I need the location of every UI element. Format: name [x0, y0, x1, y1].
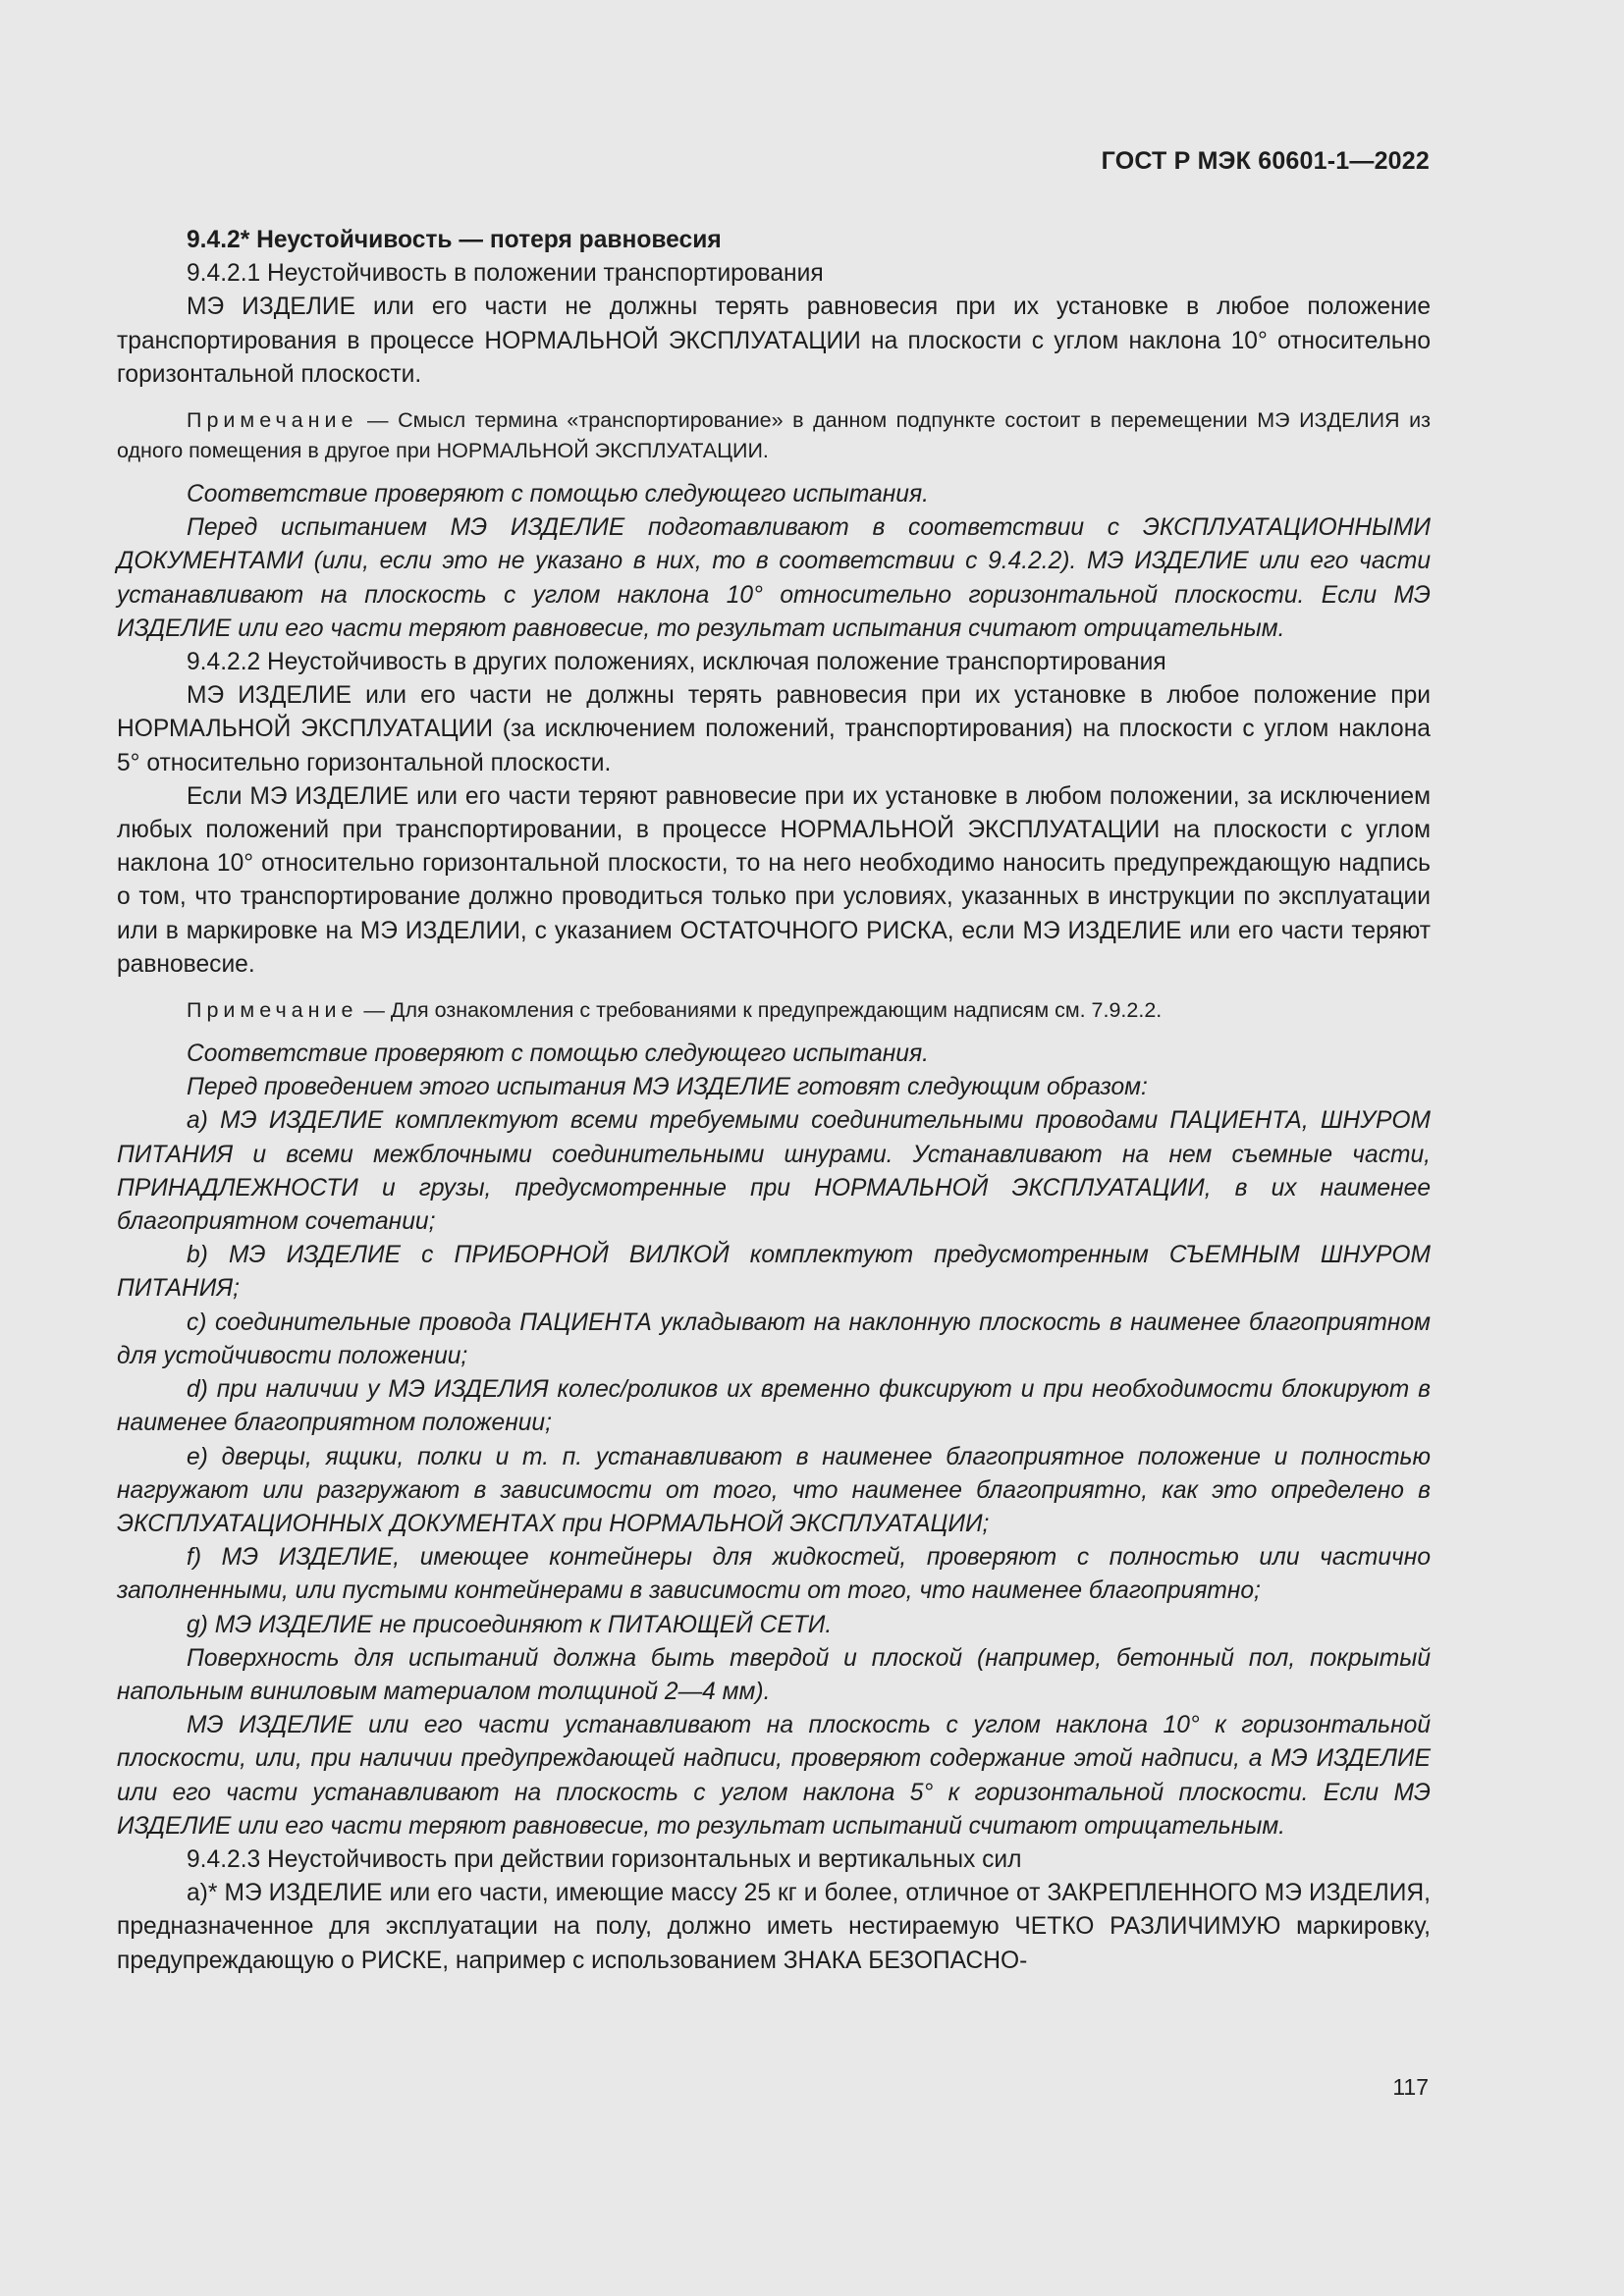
paragraph: а)* МЭ ИЗДЕЛИЕ или его части, имеющие массу 25 кг и более, отличное от ЗАКРЕПЛЕННОГО МЭ ИЗДЕЛИЯ, предназначенное для эксплуатации на полу, должно иметь нестираемую ЧЕТКО РАЗЛИЧИМУЮ маркировку, предупреждающую о РИСКЕ, например с использованием ЗНАКА БЕЗОПАСНО-: [117, 1880, 1431, 1974]
note-text: — Для ознакомления с требованиями к предупреждающим надписям см. 7.9.2.2.: [357, 998, 1163, 1023]
note-label: Примечание: [187, 408, 358, 433]
note-label: Примечание: [187, 998, 358, 1023]
paragraph: Если МЭ ИЗДЕЛИЕ или его части теряют равновесие при их установке в любом положении, за исключением любых положений при транспортировании, в процессе НОРМАЛЬНОЙ ЭКСПЛУАТАЦИИ на плоскости с углом наклона 10° относительно горизонтальной плоскости, то на него необходимо наносить предупреждающую надпись о том, что транспортирование должно проводиться только при условиях, указанных в инструкции по эксплуатации или в маркировке на МЭ ИЗДЕЛИИ, с указанием ОСТАТОЧНОГО РИСКА, если МЭ ИЗДЕЛИЕ или его части теряют равновесие.: [117, 782, 1431, 978]
note: [117, 995, 1431, 1026]
list-item: d) при наличии у МЭ ИЗДЕЛИЯ колес/роликов их временно фиксируют и при необходимости блокируют в наименее благоприятном положении;: [117, 1376, 1431, 1437]
test-paragraph: Перед испытанием МЭ ИЗДЕЛИЕ подготавливают в соответствии с ЭКСПЛУАТАЦИОННЫМИ ДОКУМЕНТАМИ (или, если это не указано в них, то в соответствии с 9.4.2.2). МЭ ИЗДЕЛИЕ или его части устанавливают на плоскость с углом наклона 10° относительно горизонтальной плоскости. Если МЭ ИЗДЕЛИЕ или его части теряют равновесие, то результат испытания считают отрицательным.: [117, 514, 1431, 642]
paragraph: МЭ ИЗДЕЛИЕ или его части не должны терять равновесия при их установке в любое положение транспортирования в процессе НОРМАЛЬНОЙ ЭКСПЛУАТАЦИИ на плоскости с углом наклона 10° относительно горизонтальной плоскости.: [117, 294, 1431, 388]
subsection-title: 9.4.2.3 Неустойчивость при действии горизонтальных и вертикальных сил: [187, 1845, 1022, 1873]
subsection-title: 9.4.2.1 Неустойчивость в положении транспортирования: [187, 260, 824, 288]
paragraph: МЭ ИЗДЕЛИЕ или его части не должны терять равновесия при их установке в любое положение при НОРМАЛЬНОЙ ЭКСПЛУАТАЦИИ (за исключением положений, транспортирования) на плоскости с углом наклона 5° относительно горизонтальной плоскости.: [117, 682, 1431, 776]
list-item: f) МЭ ИЗДЕЛИЕ, имеющее контейнеры для жидкостей, проверяют с полностью или частично заполненными, или пустыми контейнерами в зависимости от того, что наименее благоприятно;: [117, 1544, 1431, 1605]
test-intro: Соответствие проверяют с помощью следующего испытания.: [187, 481, 929, 508]
test-preparation: Перед проведением этого испытания МЭ ИЗДЕЛИЕ готовят следующим образом:: [187, 1074, 1148, 1101]
document-code-header: ГОСТ Р МЭК 60601-1—2022: [1101, 147, 1430, 175]
test-paragraph: Поверхность для испытаний должна быть твердой и плоской (например, бетонный пол, покрытый напольным виниловым материалом толщиной 2—4 мм).: [117, 1644, 1431, 1705]
list-item: a) МЭ ИЗДЕЛИЕ комплектуют всеми требуемыми соединительными проводами ПАЦИЕНТА, ШНУРОМ ПИТАНИЯ и всеми межблочными соединительными шнурами. Устанавливают на нем съемные части, ПРИНАДЛЕЖНОСТИ и грузы, предусмотренные при НОРМАЛЬНОЙ ЭКСПЛУАТАЦИИ, в их наименее благоприятном сочетании;: [117, 1107, 1431, 1236]
section-title: 9.4.2* Неустойчивость — потеря равновесия: [187, 227, 722, 253]
test-intro: Соответствие проверяют с помощью следующего испытания.: [187, 1041, 929, 1068]
list-item: c) соединительные провода ПАЦИЕНТА укладывают на наклонную плоскость в наименее благоприятном для устойчивости положении;: [117, 1308, 1431, 1369]
list-item: b) МЭ ИЗДЕЛИЕ с ПРИБОРНОЙ ВИЛКОЙ комплектуют предусмотренным СЪЕМНЫМ ШНУРОМ ПИТАНИЯ;: [117, 1242, 1431, 1303]
document-body: [117, 224, 1431, 1978]
list-item: e) дверцы, ящики, полки и т. п. устанавливают в наименее благоприятное положение и полностью нагружают или разгружают в зависимости от того, что наименее благоприятно, как это определено в ЭКСПЛУАТАЦИОННЫХ ДОКУМЕНТАХ при НОРМАЛЬНОЙ ЭКСПЛУАТАЦИИ;: [117, 1443, 1431, 1537]
page-number: 117: [1392, 2074, 1429, 2100]
subsection-title: 9.4.2.2 Неустойчивость в других положениях, исключая положение транспортирования: [187, 649, 1166, 676]
note-text: — Смысл термина «транспортирование» в данном подпункте состоит в перемещении МЭ ИЗДЕЛИЯ из одного помещения в другое при НОРМАЛЬНОЙ ЭКСПЛУАТАЦИИ.: [117, 408, 1431, 463]
test-paragraph: МЭ ИЗДЕЛИЕ или его части устанавливают на плоскость с углом наклона 10° к горизонтальной плоскости, или, при наличии предупреждающей надписи, проверяют содержание этой надписи, а МЭ ИЗДЕЛИЕ или его части устанавливают на плоскость с углом наклона 5° к горизонтальной плоскости. Если МЭ ИЗДЕЛИЕ или его части теряют равновесие, то результат испытаний считают отрицательным.: [117, 1712, 1431, 1840]
list-item: g) МЭ ИЗДЕЛИЕ не присоединяют к ПИТАЮЩЕЙ СЕТИ.: [187, 1611, 833, 1638]
note: [117, 405, 1431, 466]
